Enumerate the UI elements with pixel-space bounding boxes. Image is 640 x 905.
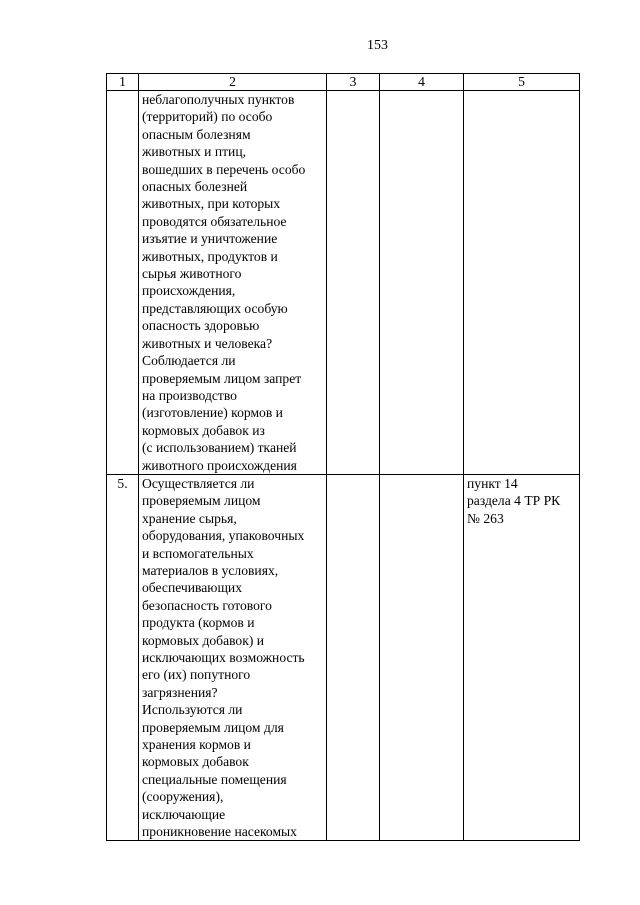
text-line: кормовых добавок bbox=[142, 754, 249, 770]
text-line: проверяемым лицом для bbox=[142, 719, 284, 735]
requirement-text-cell bbox=[139, 91, 327, 475]
text-line: проникновение насекомых bbox=[142, 824, 297, 840]
text-line: представляющих особую bbox=[142, 300, 288, 316]
text-line: животного происхождения bbox=[142, 457, 297, 473]
text-line: кормовых добавок) и bbox=[142, 632, 265, 648]
text-line: безопасность готового bbox=[142, 597, 272, 613]
text-line: животных и птиц, bbox=[142, 144, 246, 160]
text-line: специальные помещения bbox=[142, 771, 287, 787]
checklist-table bbox=[106, 73, 580, 841]
text-line: опасность здоровью bbox=[142, 318, 260, 334]
text-line: (изготовление) кормов и bbox=[142, 405, 283, 421]
text-line: животных и человека? bbox=[142, 335, 273, 351]
table-header-row bbox=[107, 74, 580, 91]
header-cell-2: 2 bbox=[139, 74, 327, 91]
text-line: кормовых добавок из bbox=[142, 422, 265, 438]
header-cell-4: 4 bbox=[380, 74, 464, 91]
reference-cell bbox=[464, 474, 580, 841]
text-line: неблагополучных пунктов bbox=[142, 92, 295, 107]
text-line: животных, продуктов и bbox=[142, 248, 278, 264]
text-line: материалов в условиях, bbox=[142, 562, 279, 578]
text-line: обеспечивающих bbox=[142, 580, 242, 596]
column-4-cell bbox=[380, 474, 464, 841]
text-line: проводятся обязательное bbox=[142, 213, 287, 229]
text-line: проверяемым лицом запрет bbox=[142, 370, 302, 386]
page-number: 153 bbox=[367, 38, 388, 53]
text-line: опасных болезней bbox=[142, 179, 248, 195]
row-number-cell: 5. bbox=[107, 474, 139, 841]
text-line: на производство bbox=[142, 387, 237, 403]
text-line: Соблюдается ли bbox=[142, 353, 236, 369]
row-number-cell bbox=[107, 91, 139, 475]
text-line: и вспомогательных bbox=[142, 545, 254, 561]
text-line: исключающие bbox=[142, 806, 226, 822]
text-line: хранения кормов и bbox=[142, 737, 251, 753]
header-cell-3: 3 bbox=[327, 74, 380, 91]
text-line: Осуществляется ли bbox=[142, 475, 255, 491]
text-line: раздела 4 ТР РК bbox=[467, 493, 561, 509]
table-row-continuation bbox=[107, 91, 580, 475]
text-line: (с использованием) тканей bbox=[142, 440, 297, 456]
column-4-cell bbox=[380, 91, 464, 475]
text-line: продукта (кормов и bbox=[142, 615, 255, 631]
text-line: хранение сырья, bbox=[142, 510, 237, 526]
header-cell-1: 1 bbox=[107, 74, 139, 91]
reference-cell bbox=[464, 91, 580, 475]
requirement-text-cell bbox=[139, 474, 327, 841]
text-line: (территорий) по особо bbox=[142, 109, 273, 125]
text-line: оборудования, упаковочных bbox=[142, 528, 305, 544]
text-line: исключающих возможность bbox=[142, 650, 305, 665]
column-3-cell bbox=[327, 91, 380, 475]
text-line: загрязнения? bbox=[142, 684, 218, 700]
text-line: проверяемым лицом bbox=[142, 493, 261, 509]
text-line: животных, при которых bbox=[142, 196, 281, 212]
text-line: вошедших в перечень особо bbox=[142, 161, 306, 177]
text-line: сырья животного bbox=[142, 266, 242, 282]
table-row-5 bbox=[107, 474, 580, 841]
text-line: его (их) попутного bbox=[142, 667, 251, 683]
text-line: № 263 bbox=[467, 510, 504, 526]
text-line: опасным болезням bbox=[142, 126, 251, 142]
text-line: изъятие и уничтожение bbox=[142, 231, 278, 247]
text-line: (сооружения), bbox=[142, 789, 224, 805]
column-3-cell bbox=[327, 474, 380, 841]
text-line: Используются ли bbox=[142, 702, 243, 718]
text-line: происхождения, bbox=[142, 283, 236, 299]
header-cell-5: 5 bbox=[464, 74, 580, 91]
text-line: пункт 14 bbox=[467, 475, 518, 491]
